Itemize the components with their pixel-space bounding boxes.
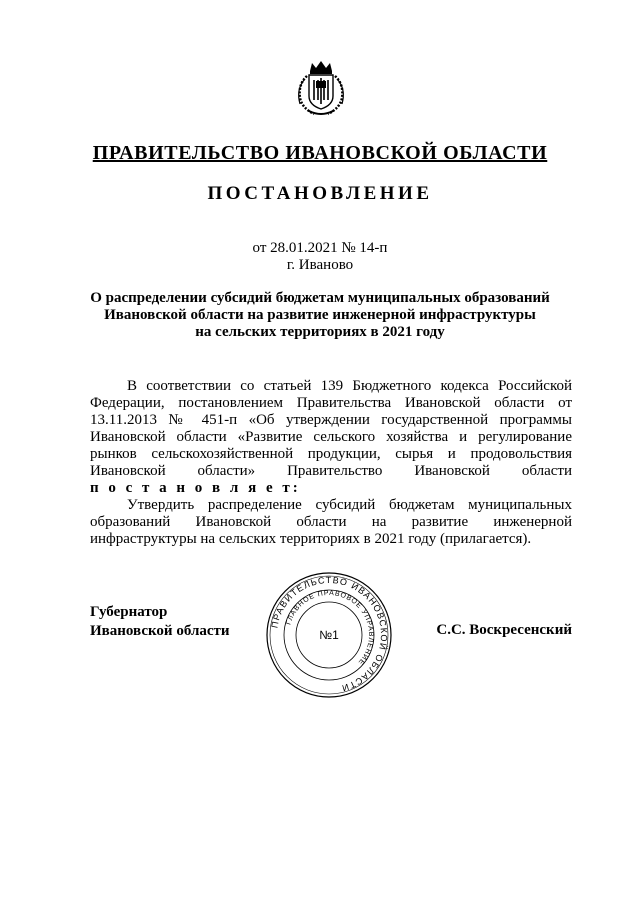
document-type: ПОСТАНОВЛЕНИЕ: [207, 183, 433, 204]
decree-word: п о с т а н о в л я е т:: [90, 480, 301, 496]
date-number: от 28.01.2021 № 14-п: [252, 240, 388, 256]
official-stamp: [264, 570, 394, 700]
body-paragraph-1: В соответствии со статьей 139 Бюджетного кодекса Российской Федерации, постановлением Правительства Ивановской области от 13.11.2013 № 451-п «Об утверждении государственной программы Ивановской области «Развитие сельского хозяйства и регулирование рынков сельскохозяйственной продукции, сырья и продовольствия Ивановской области» Правительство Ивановской области: [90, 378, 572, 479]
signatory-title: [90, 603, 230, 641]
signatory-title-line-2: Ивановской области: [90, 623, 230, 639]
subject-line-3: на сельских территориях в 2021 году: [195, 324, 445, 340]
stamp-inner-text: ГЛАВНОЕ ПРАВОВОЕ УПРАВЛЕНИЕ: [285, 589, 375, 667]
subject-line-2: Ивановской области на развитие инженерной инфраструктуры: [104, 307, 536, 323]
document-subject: [90, 290, 550, 341]
signatory-name: С.С. Воскресенский: [436, 622, 572, 638]
body-paragraph-2: Утвердить распределение субсидий бюджетам муниципальных образований Ивановской области на развитие инженерной инфраструктуры на сельских территориях в 2021 году (прилагается).: [90, 497, 572, 547]
document-body: [90, 378, 572, 548]
city: г. Иваново: [286, 257, 354, 273]
document-meta: [0, 240, 640, 274]
stamp-number: №1: [319, 628, 339, 642]
coat-of-arms-emblem: [292, 58, 350, 118]
stamp-outer-text: ПРАВИТЕЛЬСТВО ИВАНОВСКОЙ ОБЛАСТИ: [269, 574, 390, 694]
government-title: ПРАВИТЕЛЬСТВО ИВАНОВСКОЙ ОБЛАСТИ: [92, 142, 548, 164]
subject-line-1: О распределении субсидий бюджетам муниципальных образований: [90, 290, 550, 306]
signatory-title-line-1: Губернатор: [90, 604, 168, 620]
